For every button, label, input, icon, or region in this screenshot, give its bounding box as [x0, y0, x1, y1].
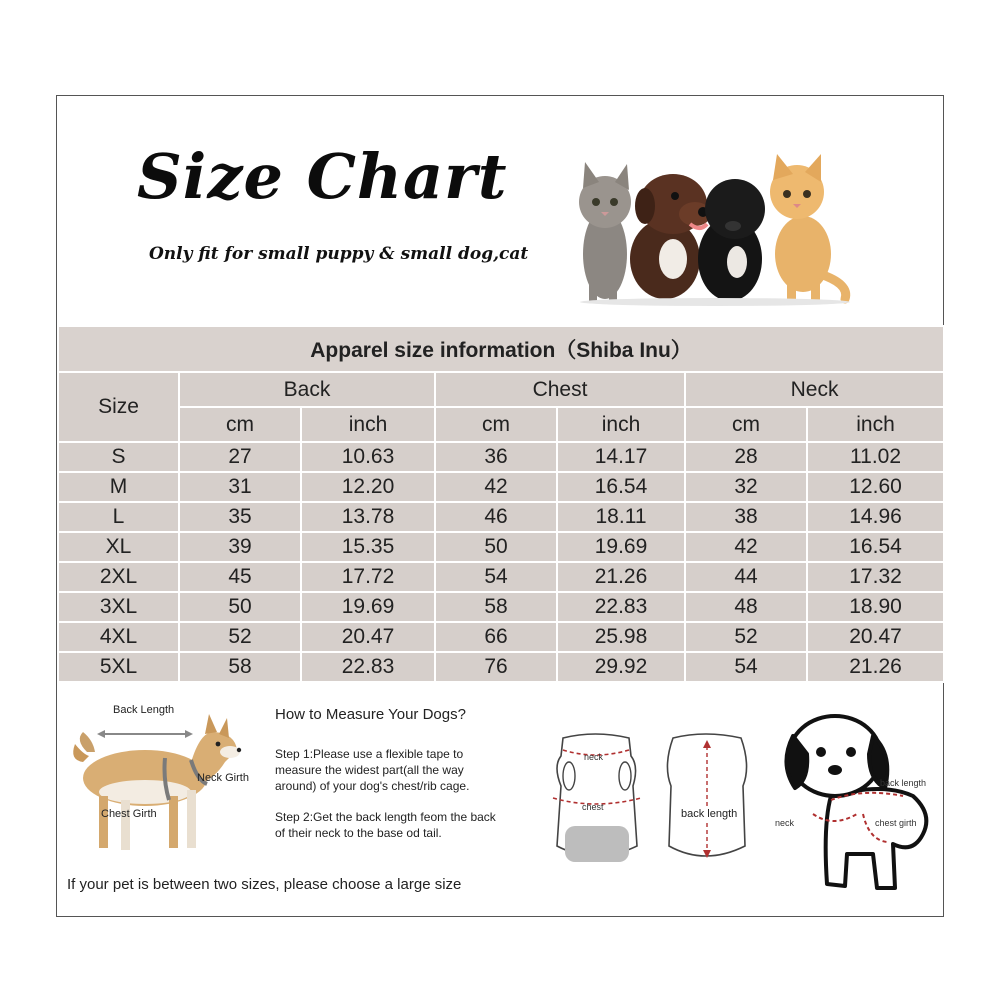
step2-text: Step 2:Get the back length feom the back of their neck to the base od tail. [275, 810, 496, 840]
table-row [58, 622, 944, 652]
puppy-neck-label: neck [775, 818, 795, 828]
table-cell: 21.26 [807, 652, 944, 682]
table-row [58, 652, 944, 682]
table-cell: 58 [179, 652, 301, 682]
shirt-chest-label: chest [582, 802, 604, 812]
table-cell: 58 [435, 592, 557, 622]
table-cell: 38 [685, 502, 807, 532]
table-row [58, 472, 944, 502]
shirt-back-length-label: back length [681, 808, 738, 820]
dog-measure-diagram [65, 700, 265, 870]
table-cell: 11.02 [807, 442, 944, 472]
table-cell: 12.20 [301, 472, 435, 502]
table-row [58, 562, 944, 592]
unit-header: inch [301, 407, 435, 442]
table-caption: Apparel size information（Shiba Inu） [58, 326, 944, 372]
table-cell: 52 [179, 622, 301, 652]
pets-photo [565, 144, 855, 306]
table-cell: 22.83 [557, 592, 685, 622]
table-cell: 19.69 [557, 532, 685, 562]
table-cell: 15.35 [301, 532, 435, 562]
group-header-chest: Chest [435, 372, 685, 407]
table-cell: 54 [435, 562, 557, 592]
unit-header: inch [557, 407, 685, 442]
table-cell: 27 [179, 442, 301, 472]
table-cell: 54 [685, 652, 807, 682]
table-cell: 18.90 [807, 592, 944, 622]
table-cell: 29.92 [557, 652, 685, 682]
size-cell: 3XL [58, 592, 179, 622]
size-cell: 2XL [58, 562, 179, 592]
puppy-nose-icon [828, 765, 842, 775]
table-cell: 21.26 [557, 562, 685, 592]
size-cell: 4XL [58, 622, 179, 652]
measure-heading: How to Measure Your Dogs? [275, 706, 466, 723]
table-cell: 17.72 [301, 562, 435, 592]
table-cell: 44 [685, 562, 807, 592]
table-cell: 50 [435, 532, 557, 562]
neck-girth-label: Neck Girth [197, 772, 249, 784]
puppy-outline-icon [786, 716, 926, 888]
table-cell: 20.47 [807, 622, 944, 652]
table-row [58, 532, 944, 562]
size-cell: 5XL [58, 652, 179, 682]
table-cell: 22.83 [301, 652, 435, 682]
table-cell: 31 [179, 472, 301, 502]
table-row [58, 592, 944, 622]
table-row [58, 442, 944, 472]
table-cell: 10.63 [301, 442, 435, 472]
unit-header: cm [435, 407, 557, 442]
shirt-back-icon [667, 734, 746, 858]
black-puppy-icon [698, 179, 765, 301]
chest-girth-label: Chest Girth [101, 808, 157, 820]
brown-puppy-icon [630, 174, 711, 299]
footer-note: If your pet is between two sizes, please choose a large size [67, 876, 462, 893]
table-cell: 66 [435, 622, 557, 652]
table-cell: 48 [685, 592, 807, 622]
group-header-back: Back [179, 372, 435, 407]
table-cell: 25.98 [557, 622, 685, 652]
table-cell: 20.47 [301, 622, 435, 652]
table-cell: 17.32 [807, 562, 944, 592]
table-cell: 39 [179, 532, 301, 562]
table-cell: 36 [435, 442, 557, 472]
size-cell: M [58, 472, 179, 502]
size-table [57, 325, 943, 683]
table-cell: 13.78 [301, 502, 435, 532]
puppy-back-length-label: back length [880, 778, 927, 788]
table-cell: 18.11 [557, 502, 685, 532]
header-panel [57, 96, 943, 326]
size-cell: L [58, 502, 179, 532]
shirt-diagrams [545, 726, 765, 886]
unit-header: cm [685, 407, 807, 442]
table-cell: 42 [685, 532, 807, 562]
size-cell: XL [58, 532, 179, 562]
unit-header: inch [807, 407, 944, 442]
table-cell: 52 [685, 622, 807, 652]
puppy-diagram [773, 704, 943, 904]
table-cell: 42 [435, 472, 557, 502]
table-cell: 35 [179, 502, 301, 532]
unit-header: cm [179, 407, 301, 442]
size-cell: S [58, 442, 179, 472]
step1-text: Step 1:Please use a flexible tape to measure the widest part(all the way around) of your dog's chest/rib cage. [275, 747, 470, 793]
size-chart-card [56, 95, 944, 917]
table-cell: 32 [685, 472, 807, 502]
size-header: Size [58, 372, 179, 442]
table-cell: 16.54 [807, 532, 944, 562]
puppy-chest-girth-label: chest girth [875, 818, 917, 828]
table-cell: 14.17 [557, 442, 685, 472]
table-cell: 14.96 [807, 502, 944, 532]
grey-kitten-icon [579, 162, 631, 302]
table-cell: 12.60 [807, 472, 944, 502]
table-cell: 45 [179, 562, 301, 592]
subtitle: Only fit for small puppy & small dog,cat [149, 244, 529, 264]
table-cell: 76 [435, 652, 557, 682]
table-cell: 50 [179, 592, 301, 622]
puppy-eye-icon [816, 747, 826, 757]
table-cell: 19.69 [301, 592, 435, 622]
table-row [58, 502, 944, 532]
table-cell: 46 [435, 502, 557, 532]
puppy-eye-icon [846, 747, 856, 757]
measure-guide [57, 692, 943, 916]
table-cell: 16.54 [557, 472, 685, 502]
page-title: Size Chart [137, 140, 508, 213]
shirt-neck-label: neck [584, 752, 604, 762]
back-length-label: Back Length [113, 704, 175, 716]
table-cell: 28 [685, 442, 807, 472]
group-header-neck: Neck [685, 372, 944, 407]
orange-kitten-icon [770, 154, 846, 302]
